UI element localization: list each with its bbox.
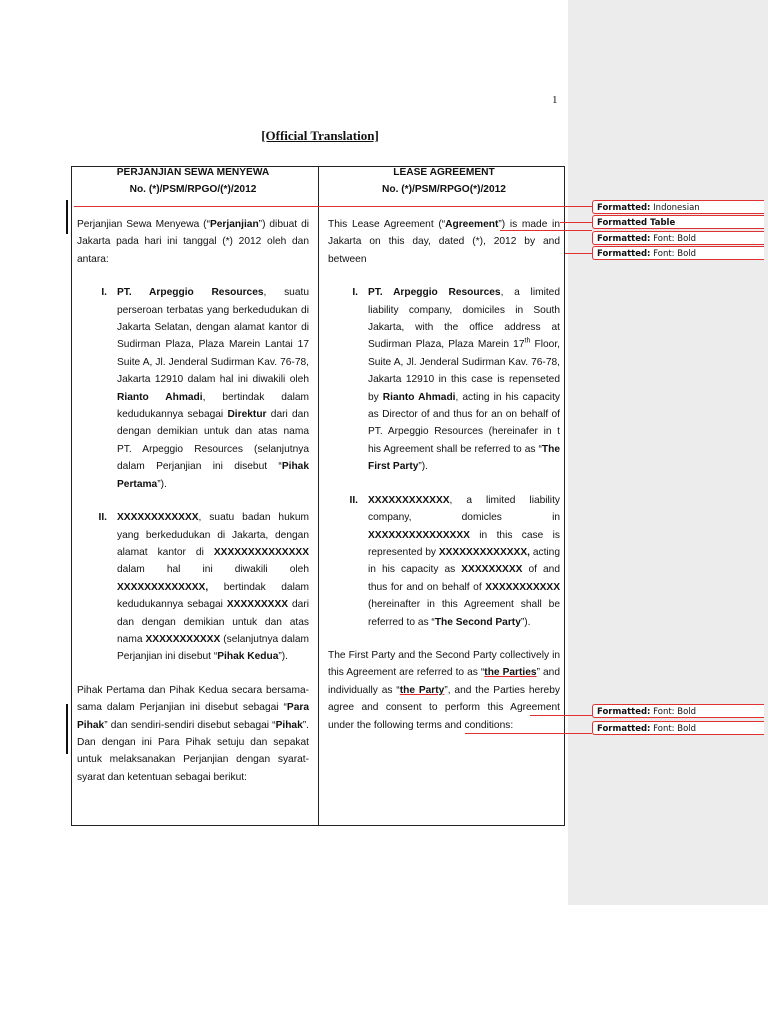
left-column-indonesian[interactable] <box>77 158 309 786</box>
left-heading-number: No. (*)/PSM/RPGO/(*)/2012 <box>129 184 257 195</box>
comment-balloon-2[interactable]: Formatted Table <box>592 215 764 229</box>
comment-balloon-4[interactable]: Formatted: Font: Bold <box>592 246 764 260</box>
change-bar-bottom <box>66 704 68 754</box>
comment-connector-4 <box>565 253 592 254</box>
left-party-one: I. PT. Arpeggio Resources, suatu perseroan terbatas yang berkedudukan di Jakarta Selatan, dengan alamat kantor di Sudirman Plaza, Plaza Marein Lantai 17 Suite A, Jl. Jenderal Sudirman Kav. 76-78, Jakarta 12910 dalam hal ini diwakili oleh Rianto Ahmadi, bertindak dalam kedudukannya sebagai Direktur dari dan dengan demikian untuk dan atas nama PT. Arpeggio Resources (selanjutnya dalam Perjanjian ini disebut “Pihak Pertama”). <box>77 284 309 493</box>
comment-connector-2 <box>560 222 592 223</box>
comment-balloon-6[interactable]: Formatted: Font: Bold <box>592 721 764 735</box>
comment-connector-6 <box>465 733 592 734</box>
comment-connector-3 <box>500 230 592 231</box>
right-item2-number: II. <box>349 494 358 506</box>
left-intro-paragraph: Perjanjian Sewa Menyewa (“Perjanjian”) dibuat di Jakarta pada hari ini tanggal (*) 2012 oleh dan antara: <box>77 219 309 265</box>
left-closing-paragraph: Pihak Pertama dan Pihak Kedua secara bersama-sama dalam Perjanjian ini disebut sebagai “Para Pihak” dan sendiri-sendiri disebut sebagai “Pihak”. Dan dengan ini Para Pihak setuju dan sepakat untuk melaksanakan Perjanjian dengan syarat-syarat dan ketentuan sebagai berikut: <box>77 684 309 783</box>
comment-connector-5 <box>530 715 592 716</box>
left-heading-title: PERJANJIAN SEWA MENYEWA <box>116 167 270 178</box>
change-bar-top <box>66 200 68 234</box>
comment-connector-1 <box>74 206 592 207</box>
right-party-one: I. PT. Arpeggio Resources, a limited liability company, domiciles in South Jakarta, with the office address at Sudirman Plaza, Plaza Marein 17th Floor, Suite A, Jl. Jenderal Sudirman Kav. 76-78, Jakarta 12910 in this case is repenseted by Rianto Ahmadi, acting in his capacity as Director of and thus for an on behalf of PT. Arpeggio Resources (hereinafer in t his Agreement shall be referred to as “The First Party”). <box>328 284 560 475</box>
left-party-two: II. XXXXXXXXXXXX, suatu badan hukum yang berkedudukan di Jakarta, dengan alamat kantor di XXXXXXXXXXXXXX dalam hal ini diwakili oleh XXXXXXXXXXXXX, bertindak dalam kedudukannya sebagai XXXXXXXXX dari dan dengan demikian untuk dan atas nama XXXXXXXXXXX (selanjutnya dalam Perjanjian ini disebut “Pihak Kedua”). <box>77 509 309 666</box>
right-heading-number: No. (*)/PSM/RPGO(*)/2012 <box>382 184 506 195</box>
comment-balloon-5[interactable]: Formatted: Font: Bold <box>592 704 764 718</box>
left-item1-number: I. <box>101 287 107 299</box>
comment-balloon-3[interactable]: Formatted: Font: Bold <box>592 231 764 245</box>
table-column-divider <box>318 166 319 826</box>
right-column-english[interactable] <box>328 158 560 734</box>
right-heading-title: LEASE AGREEMENT <box>393 167 495 178</box>
comment-balloon-1[interactable]: Formatted: Indonesian <box>592 200 764 214</box>
official-translation-title: [Official Translation] <box>261 128 379 143</box>
right-closing-paragraph: The First Party and the Second Party collectively in this Agreement are referred to as “the Parties” and individually as “the Party”, and the Parties hereby agree and consent to perform this Agreement under the following terms and conditions: <box>328 649 560 731</box>
right-intro-paragraph: This Lease Agreement (“Agreement”) is made in Jakarta on this day, dated (*), 2012 by and between <box>328 219 560 265</box>
right-party-two: II. XXXXXXXXXXXX, a limited liability company, domicles in XXXXXXXXXXXXXXX in this case is represented by XXXXXXXXXXXXX, acting in his capacity as XXXXXXXXX of and thus for and on behalf of XXXXXXXXXXX (hereinafter in this Agreement shall be referred to as “The Second Party”). <box>328 492 560 631</box>
right-item1-number: I. <box>352 287 358 299</box>
page-number: 1 <box>552 94 558 106</box>
left-item2-number: II. <box>98 512 107 524</box>
